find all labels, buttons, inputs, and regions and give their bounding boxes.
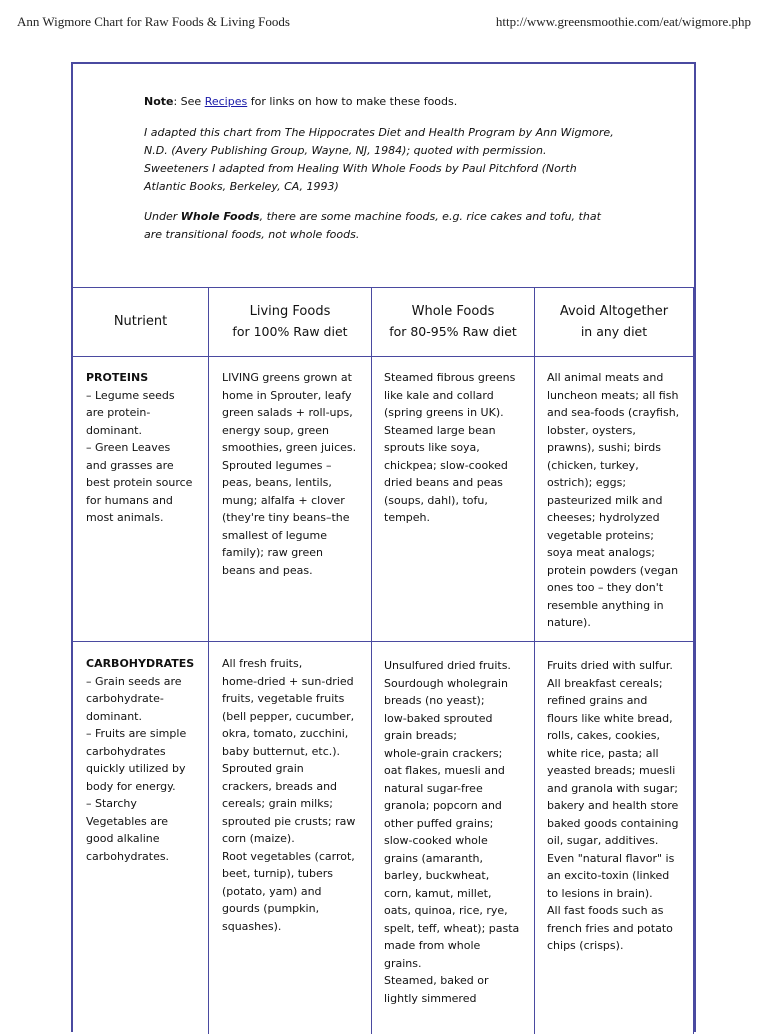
cell-line: Root vegetables (carrot,	[222, 849, 355, 863]
print-title: Ann Wigmore Chart for Raw Foods & Living Foods	[17, 14, 290, 29]
column-divider	[534, 288, 535, 1034]
cell-line: barley, buckwheat,	[384, 869, 490, 882]
cell-line: and granola with sugar;	[547, 781, 678, 795]
cell-line: Steamed large bean	[384, 423, 496, 437]
note-pre: : See	[173, 95, 205, 108]
carbs-avoid-cell	[547, 657, 678, 955]
cell-line: grains (amaranth,	[384, 851, 484, 865]
cell-line: baby butternut, etc.).	[222, 744, 341, 758]
cell-line: are protein-	[86, 406, 151, 419]
source-line: N.D. (Avery Publishing Group, Wayne, NJ, 1984); quoted with permission.	[144, 144, 547, 157]
cell-line: lightly simmered	[384, 991, 477, 1005]
cell-line: All fresh fruits,	[222, 657, 303, 670]
carbs-living-cell	[222, 655, 355, 935]
cell-line: All fast foods such as	[547, 904, 664, 917]
cell-line: okra, tomato, zucchini,	[222, 727, 349, 740]
column-divider	[693, 288, 694, 1034]
row-divider	[73, 641, 694, 642]
header-whole-sub: for 80-95% Raw diet	[389, 324, 517, 339]
column-divider	[208, 288, 209, 1034]
cell-line: other puffed grains;	[384, 816, 494, 830]
cell-line: to lesions in brain).	[547, 886, 653, 900]
cell-line: (they're tiny beans–the	[222, 511, 350, 524]
cell-line: oil, sugar, additives.	[547, 834, 659, 847]
cell-line: squashes).	[222, 919, 282, 933]
cell-line: prawns), sushi; birds	[547, 441, 661, 454]
proteins-nutrient-text	[86, 387, 192, 527]
column-divider	[371, 288, 372, 1034]
header-living-foods	[209, 302, 371, 342]
cell-line: beet, turnip), tubers	[222, 867, 334, 880]
cell-line: green salads + roll-ups,	[222, 406, 353, 419]
cell-line: (bell pepper, cucumber,	[222, 709, 355, 723]
cell-line: refined grains and	[547, 694, 648, 707]
cell-line: dominant.	[86, 709, 142, 723]
cell-line: fruits, vegetable fruits	[222, 692, 345, 705]
cell-line: corn (maize).	[222, 832, 295, 845]
cell-line: oats, quinoa, rice, rye,	[384, 904, 508, 917]
cell-line: ones too – they don't	[547, 581, 664, 594]
chart-frame	[71, 62, 696, 1032]
cell-line: peas, beans, lentils,	[222, 476, 332, 489]
cell-line: family); raw green	[222, 546, 323, 559]
carbs-nutrient-text	[86, 673, 194, 866]
cell-line: – Legume seeds	[86, 388, 175, 402]
proteins-living-cell	[222, 369, 356, 579]
cell-line: Steamed, baked or	[384, 974, 489, 987]
proteins-label: PROTEINS	[86, 371, 149, 384]
under-pre: Under	[144, 210, 181, 223]
cell-line: tempeh.	[384, 511, 431, 524]
whole-foods-note	[144, 208, 624, 244]
proteins-nutrient-cell	[86, 369, 192, 527]
cell-line: (soups, dahl), tofu,	[384, 493, 488, 507]
cell-line: an excito-toxin (linked	[547, 869, 670, 882]
cell-line: carbohydrates.	[86, 849, 170, 863]
source-line: I adapted this chart from The Hippocrates Diet and Health Program by Ann Wigmore,	[144, 126, 614, 139]
print-header	[17, 14, 751, 30]
cell-line: Fruits dried with sulfur.	[547, 659, 673, 672]
cell-line: sprouted pie crusts; raw	[222, 814, 356, 828]
cell-line: best protein source	[86, 476, 193, 489]
cell-line: home in Sprouter, leafy	[222, 388, 352, 402]
header-whole-title: Whole Foods	[411, 304, 495, 319]
cell-line: nature).	[547, 616, 591, 629]
cell-line: made from whole	[384, 939, 481, 952]
cell-line: carbohydrates	[86, 744, 166, 758]
header-avoid	[535, 302, 693, 342]
source-paragraph	[144, 124, 624, 196]
cell-line: Sourdough wholegrain	[384, 676, 508, 690]
source-line: Sweeteners I adapted from Healing With Whole Foods by Paul Pitchford (North	[144, 162, 577, 175]
header-whole-foods	[372, 302, 534, 342]
cell-line: like kale and collard	[384, 388, 494, 402]
cell-line: (spring greens in UK).	[384, 406, 504, 419]
cell-line: dried beans and peas	[384, 476, 503, 489]
cell-line: vegetable proteins;	[547, 528, 654, 542]
cell-line: granola; popcorn and	[384, 799, 502, 812]
cell-line: – Fruits are simple	[86, 727, 187, 740]
cell-line: pasteurized milk and	[547, 493, 663, 507]
header-nutrient	[73, 312, 208, 332]
proteins-whole-cell	[384, 369, 515, 527]
note-box	[73, 64, 694, 288]
cell-line: – Green Leaves	[86, 441, 171, 454]
whole-foods-bold: Whole Foods	[180, 210, 260, 223]
print-url: http://www.greensmoothie.com/eat/wigmore.php	[495, 14, 751, 29]
cell-line: All breakfast cereals;	[547, 676, 663, 690]
header-living-sub: for 100% Raw diet	[232, 324, 348, 339]
cell-line: mung; alfalfa + clover	[222, 493, 345, 507]
cell-line: LIVING greens grown at	[222, 371, 352, 384]
row-divider	[73, 356, 694, 357]
cell-line: white rice, pasta; all	[547, 746, 659, 760]
carbs-nutrient-cell	[86, 655, 194, 865]
cell-line: smallest of legume	[222, 528, 327, 542]
cell-line: ostrich); eggs;	[547, 476, 627, 489]
cell-line: soya meat analogs;	[547, 546, 655, 559]
cell-line: smoothies, green juices.	[222, 441, 357, 454]
cell-line: breads (no yeast);	[384, 694, 485, 707]
cell-line: lobster, oysters,	[547, 423, 636, 437]
cell-line: Unsulfured dried fruits.	[384, 659, 511, 672]
cell-line: and grasses are	[86, 458, 174, 472]
cell-line: Even "natural flavor" is	[547, 851, 675, 865]
cell-line: and sea-foods (crayfish,	[547, 406, 680, 419]
cell-line: beans and peas.	[222, 563, 313, 577]
note-post: for links on how to make these foods.	[247, 95, 458, 108]
cell-line: cereals; grain milks;	[222, 797, 333, 810]
cell-line: gourds (pumpkin,	[222, 902, 320, 915]
cell-line: – Starchy	[86, 797, 137, 810]
cell-line: chips (crisps).	[547, 939, 624, 952]
cell-line: Vegetables are	[86, 814, 169, 828]
cell-line: (chicken, turkey,	[547, 458, 639, 472]
cell-line: bakery and health store	[547, 799, 679, 812]
cell-line: quickly utilized by	[86, 762, 186, 775]
cell-line: low-baked sprouted	[384, 711, 493, 725]
cell-line: chickpea; slow-cooked	[384, 458, 508, 472]
source-line: Atlantic Books, Berkeley, CA, 1993)	[144, 180, 339, 193]
cell-line: good alkaline	[86, 832, 160, 845]
proteins-avoid-cell	[547, 369, 679, 632]
cell-line: protein powders (vegan	[547, 563, 679, 577]
header-nutrient-label: Nutrient	[113, 314, 168, 329]
note-paragraph	[144, 93, 624, 111]
cell-line: natural sugar-free	[384, 781, 483, 795]
cell-line: crackers, breads and	[222, 779, 338, 793]
header-avoid-title: Avoid Altogether	[559, 304, 669, 319]
cell-line: Sprouted grain	[222, 762, 304, 775]
cell-line: baked goods containing	[547, 816, 679, 830]
cell-line: french fries and potato	[547, 921, 673, 935]
cell-line: carbohydrate-	[86, 692, 164, 705]
cell-line: luncheon meats; all fish	[547, 388, 679, 402]
cell-line: energy soup, green	[222, 423, 330, 437]
header-avoid-sub: in any diet	[580, 324, 648, 339]
cell-line: corn, kamut, millet,	[384, 886, 492, 900]
note-label: Note	[144, 95, 174, 108]
cell-line: grains.	[384, 956, 422, 970]
cell-line: flours like white bread,	[547, 711, 673, 725]
carbs-label: CARBOHYDRATES	[86, 657, 195, 670]
cell-line: Steamed fibrous greens	[384, 371, 516, 384]
cell-line: slow-cooked whole	[384, 834, 488, 847]
recipes-link[interactable]: Recipes	[204, 95, 248, 108]
cell-line: rolls, cakes, cookies,	[547, 729, 661, 742]
cell-line: most animals.	[86, 511, 164, 524]
under-post: , there are some machine foods, e.g. rice cakes and tofu, that	[259, 210, 601, 223]
cell-line: – Grain seeds are	[86, 674, 182, 688]
cell-line: spelt, teff, wheat); pasta	[384, 921, 520, 935]
cell-line: grain breads;	[384, 729, 457, 742]
header-living-title: Living Foods	[249, 304, 331, 319]
cell-line: yeasted breads; muesli	[547, 764, 676, 777]
cell-line: Sprouted legumes –	[222, 458, 332, 472]
cell-line: home-dried + sun-dried	[222, 674, 354, 688]
cell-line: body for energy.	[86, 779, 176, 793]
cell-line: cheeses; hydrolyzed	[547, 511, 660, 524]
cell-line: sprouts like soya,	[384, 441, 480, 454]
cell-line: for humans and	[86, 493, 173, 507]
cell-line: oat flakes, muesli and	[384, 764, 505, 777]
carbs-whole-cell	[384, 657, 519, 1007]
cell-line: dominant.	[86, 423, 142, 437]
cell-line: All animal meats and	[547, 371, 664, 384]
cell-line: whole-grain crackers;	[384, 746, 503, 760]
under-line2: are transitional foods, not whole foods.	[144, 228, 360, 241]
cell-line: (potato, yam) and	[222, 884, 322, 898]
cell-line: resemble anything in	[547, 598, 664, 612]
